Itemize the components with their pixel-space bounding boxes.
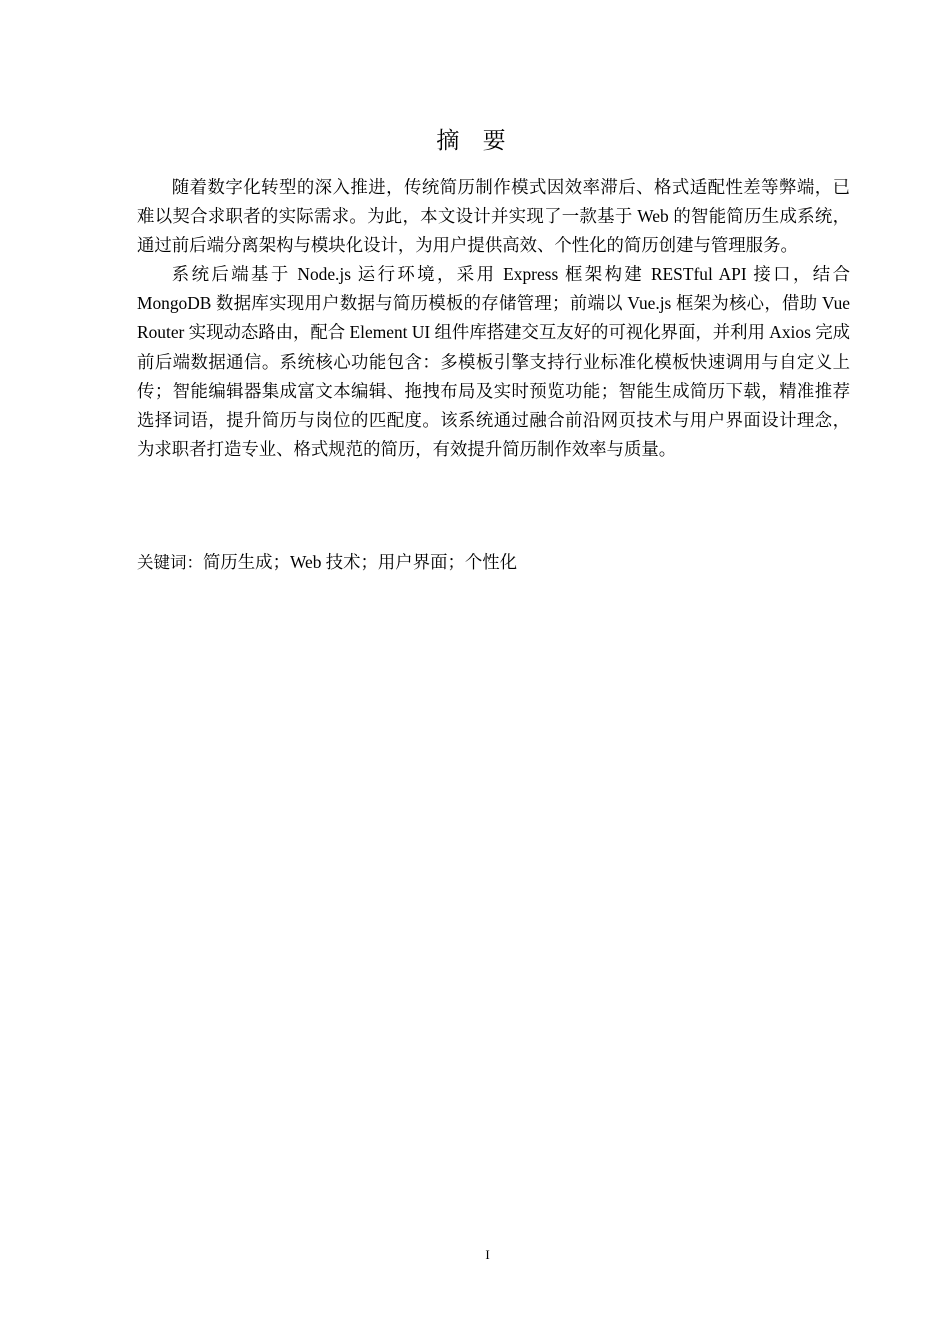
abstract-body [137, 173, 850, 464]
keywords-line [137, 548, 850, 577]
page-number: I [485, 1247, 490, 1262]
keywords-text: 简历生成；Web 技术；用户界面；个性化 [203, 552, 518, 572]
abstract-paragraph-2: 系统后端基于 Node.js 运行环境，采用 Express 框架构建 RESTful API 接口，结合 MongoDB 数据库实现用户数据与简历模板的存储管理；前端以 Vue.js 框架为核心，借助 Vue Router 实现动态路由，配合 Element UI 组件库搭建交互友好的可视化界面，并利用 Axios 完成前后端数据通信。系统核心功能包含：多模板引擎支持行业标准化模板快速调用与自定义上传；智能编辑器集成富文本编辑、拖拽布局及实时预览功能；智能生成简历下载，精准推荐选择词语，提升简历与岗位的匹配度。该系统通过融合前沿网页技术与用户界面设计理念，为求职者打造专业、格式规范的简历，有效提升简历制作效率与质量。 [137, 264, 850, 459]
keywords-label: 关键词： [137, 553, 203, 572]
abstract-title: 摘 要 [436, 128, 514, 154]
abstract-paragraph-1: 随着数字化转型的深入推进，传统简历制作模式因效率滞后、格式适配性差等弊端，已难以契合求职者的实际需求。为此，本文设计并实现了一款基于 Web 的智能简历生成系统，通过前后端分离架构与模块化设计，为用户提供高效、个性化的简历创建与管理服务。 [137, 177, 850, 256]
